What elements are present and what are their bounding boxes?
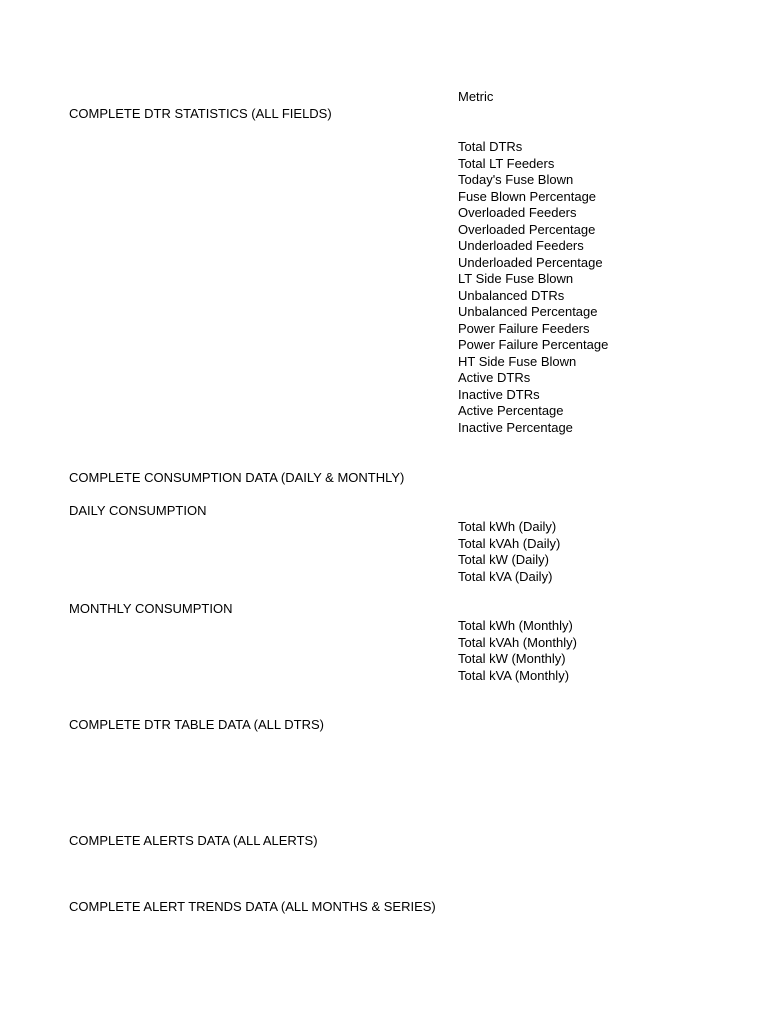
metric-item: Total kVAh (Daily) — [458, 535, 561, 551]
metric-item: Underloaded Feeders — [458, 238, 584, 253]
metric-column-header: Metric — [458, 89, 494, 104]
metric-item: Total kWh (Daily) — [458, 519, 557, 534]
dtr-statistics-metric-list — [458, 139, 608, 436]
metric-item: HT Side Fuse Blown — [458, 353, 577, 369]
metric-item: Inactive DTRs — [458, 386, 540, 402]
metric-item: Total kVA (Daily) — [458, 568, 553, 584]
metric-item: Total LT Feeders — [458, 155, 555, 171]
daily-consumption-heading: DAILY CONSUMPTION — [69, 503, 207, 518]
metric-item: Power Failure Feeders — [458, 320, 590, 336]
metric-item: Overloaded Percentage — [458, 221, 596, 237]
dtr-table-heading: COMPLETE DTR TABLE DATA (ALL DTRS) — [69, 717, 324, 732]
metric-item: Active DTRs — [458, 370, 531, 385]
alerts-heading: COMPLETE ALERTS DATA (ALL ALERTS) — [69, 833, 318, 848]
metric-item: Fuse Blown Percentage — [458, 188, 597, 204]
metric-item: Unbalanced Percentage — [458, 304, 598, 319]
metric-item: Total kVA (Monthly) — [458, 667, 570, 683]
metric-item: Underloaded Percentage — [458, 254, 603, 270]
metric-item: Inactive Percentage — [458, 419, 573, 435]
metric-item: Today's Fuse Blown — [458, 172, 574, 187]
metric-item: Unbalanced DTRs — [458, 287, 565, 303]
alert-trends-heading: COMPLETE ALERT TRENDS DATA (ALL MONTHS & SERIES) — [69, 899, 436, 914]
metric-item: Total DTRs — [458, 139, 523, 154]
daily-consumption-metric-list — [458, 519, 560, 585]
metric-item: Total kWh (Monthly) — [458, 618, 573, 633]
metric-item: Total kW (Daily) — [458, 552, 550, 567]
metric-item: Power Failure Percentage — [458, 337, 609, 352]
metric-item: Total kW (Monthly) — [458, 651, 566, 666]
dtr-statistics-heading: COMPLETE DTR STATISTICS (ALL FIELDS) — [69, 106, 332, 121]
monthly-consumption-metric-list — [458, 618, 577, 684]
consumption-heading: COMPLETE CONSUMPTION DATA (DAILY & MONTHLY) — [69, 470, 405, 485]
metric-item: LT Side Fuse Blown — [458, 271, 574, 286]
monthly-consumption-heading: MONTHLY CONSUMPTION — [69, 601, 233, 616]
metric-item: Overloaded Feeders — [458, 205, 577, 220]
metric-item: Total kVAh (Monthly) — [458, 634, 577, 650]
metric-item: Active Percentage — [458, 403, 564, 418]
